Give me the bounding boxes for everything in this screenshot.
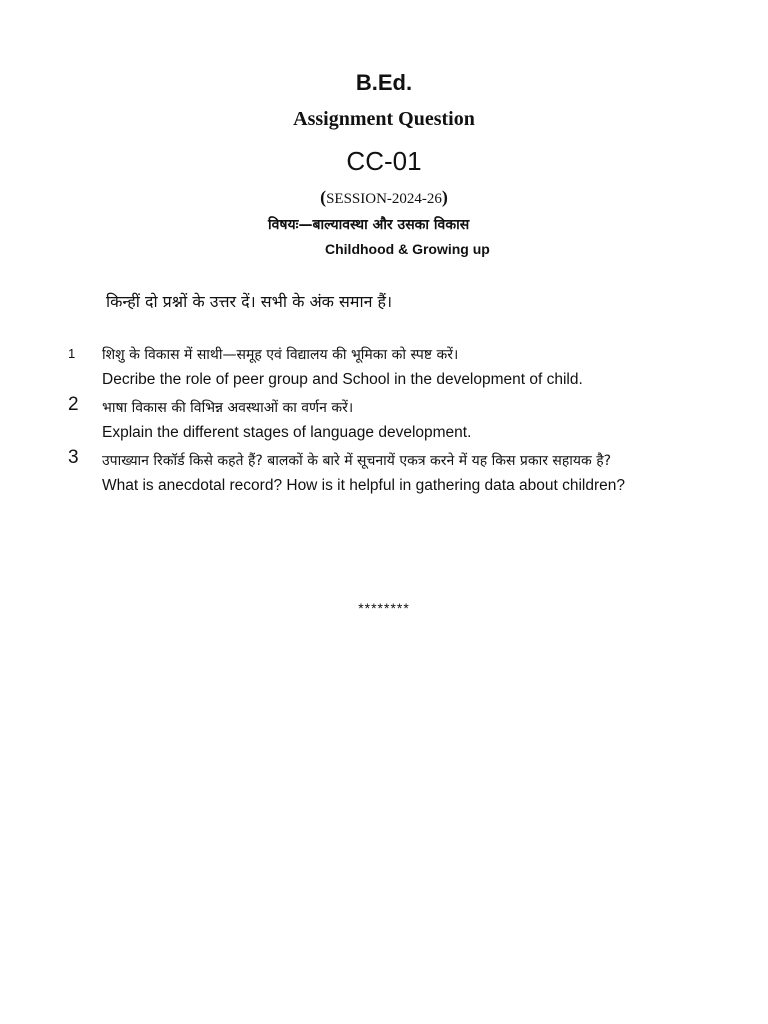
question-number: 2 [68,394,79,415]
end-separator: ******** [358,600,410,616]
question-english: What is anecdotal record? How is it helpful in gathering data about children? [102,477,626,494]
question-body [102,449,692,499]
question-number: 1 [68,346,76,361]
session-open-paren: ( [320,187,327,207]
question-hindi: शिशु के विकास में साथी—समूह एवं विद्यालय की भूमिका को स्पष्ट करें। [102,347,459,363]
question-hindi: भाषा विकास की विभिन्न अवस्थाओं का वर्णन करें। [102,400,354,416]
session-line [0,187,768,208]
session-close-paren: ) [441,187,448,207]
subject-english: Childhood & Growing up [325,241,490,257]
question-hindi: उपाख्यान रिकॉर्ड किसे कहते हैं? बालकों के बारे में सूचनायें एकत्र करने में यह किस प्रकार सहायक है? [102,453,612,469]
question-english: Explain the different stages of language development. [102,424,472,441]
course-code: CC-01 [346,146,422,176]
session-text: SESSION-2024-26 [326,191,442,207]
instruction-text: किन्हीं दो प्रश्नों के उत्तर दें। सभी के अंक समान हैं। [106,292,393,311]
assignment-heading: Assignment Question [293,108,475,130]
question-english: Decribe the role of peer group and School in the development of child. [102,371,583,388]
question-body [102,343,692,393]
program-title: B.Ed. [355,70,413,95]
question-body [102,396,692,446]
subject-hindi: विषयः—बाल्यावस्था और उसका विकास [268,217,470,233]
question-number: 3 [68,447,79,468]
